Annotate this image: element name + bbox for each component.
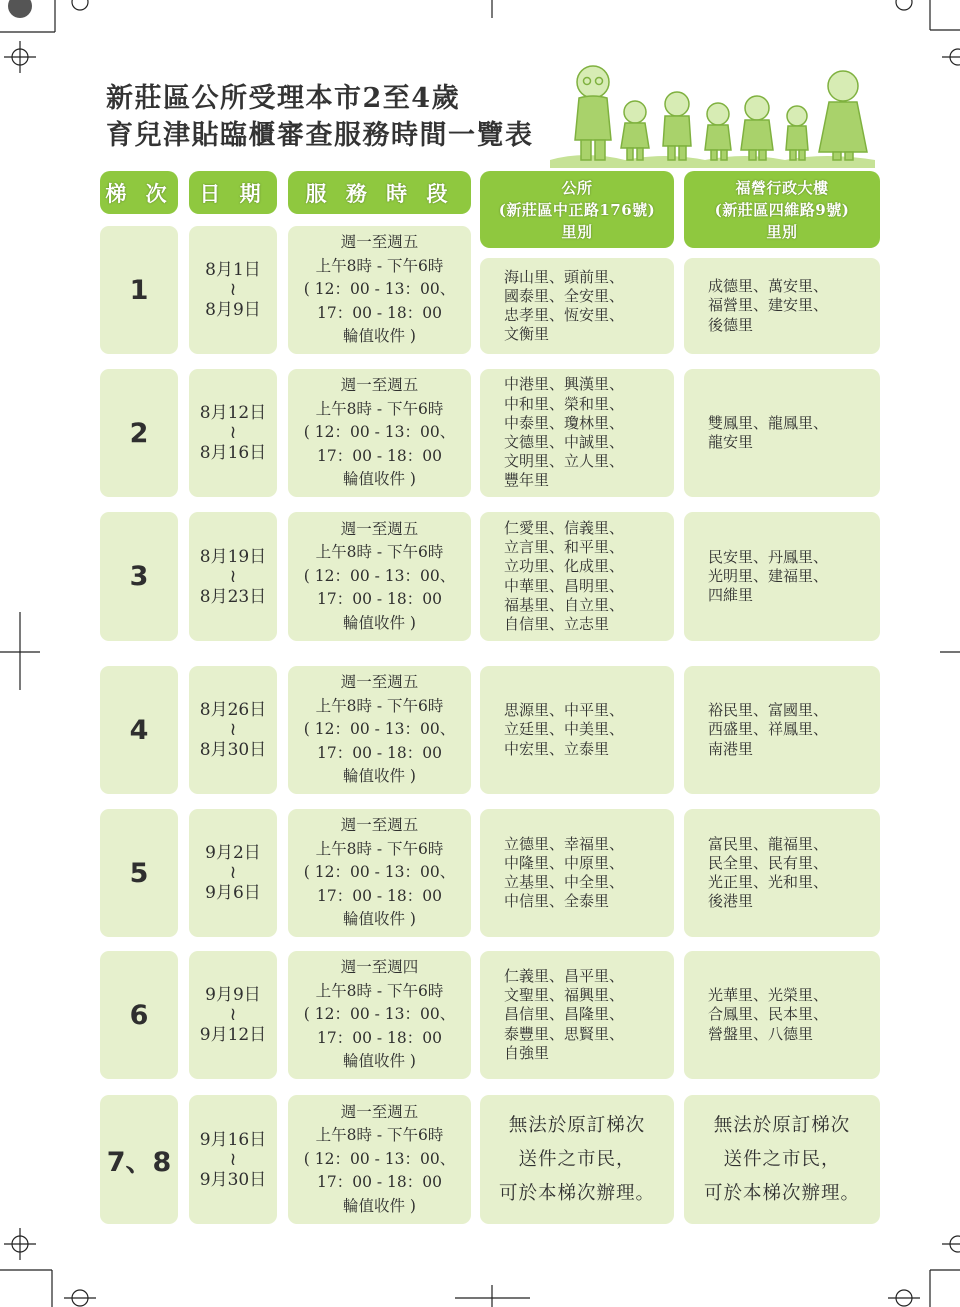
batch-number: 7、8 (106, 1147, 172, 1178)
village-list: 海山里、頭前里、 國泰里、全安里、 忠孝里、恆安里、 文衡里 (504, 267, 625, 344)
village-list: 立德里、幸福里、 中隆里、中原里、 立基里、中全里、 中信里、全泰里 (504, 834, 625, 911)
office-a-villages (480, 951, 674, 1079)
office-b-villages (684, 512, 880, 641)
service-time-line: 輪值收件 ) (343, 327, 416, 346)
service-time-line: 上午8時 - 下午6時 (315, 399, 444, 418)
service-time-line: ( 12：00 - 13：00、 (303, 280, 456, 299)
batch-cell (100, 369, 178, 497)
time-cell (288, 226, 471, 354)
village-list: 仁愛里、信義里、 立言里、和平里、 立功里、化成里、 中華里、昌明里、 福基里、自立里、 自信里、立志里 (504, 518, 625, 633)
service-time-line: 17：00 - 18：00 (317, 303, 442, 322)
date-end: 8月30日 (199, 740, 267, 760)
village-list: 光華里、光榮里、 合鳳里、民本里、 營盤里、八德里 (708, 986, 829, 1043)
date-range-tilde: ≀ (229, 422, 237, 443)
batch-cell (100, 1095, 178, 1224)
office-b-villages (684, 809, 880, 937)
note-line: 可於本梯次辦理。 (703, 1182, 860, 1204)
service-time-line: 上午8時 - 下午6時 (315, 543, 444, 562)
batch-number: 3 (129, 561, 149, 592)
batch-number: 6 (129, 999, 149, 1031)
batch-cell (100, 512, 178, 641)
date-range-tilde: ≀ (229, 1148, 237, 1170)
date-start: 8月26日 (199, 700, 267, 720)
date-end: 8月23日 (199, 586, 267, 607)
title-line-2: 育兒津貼臨櫃審查服務時間一覽表 (106, 120, 534, 151)
service-time-line: 上午8時 - 下午6時 (315, 839, 444, 858)
service-time-line: ( 12：00 - 13：00、 (303, 566, 456, 585)
date-end: 8月16日 (199, 443, 267, 463)
date-end: 9月12日 (199, 1025, 267, 1045)
header-office-a-name: 公所 (561, 178, 593, 197)
service-time-line: ( 12：00 - 13：00、 (303, 1005, 456, 1024)
service-time-line: 週一至週四 (340, 958, 419, 977)
batch-number: 4 (129, 714, 149, 746)
office-b-villages (684, 666, 880, 794)
family-illustration (545, 60, 885, 168)
service-time-line: 輪值收件 ) (343, 613, 416, 632)
date-start: 8月19日 (199, 546, 267, 567)
office-a-villages (480, 369, 674, 497)
page-title (106, 80, 534, 154)
service-time-line: ( 12：00 - 13：00、 (303, 1149, 456, 1168)
header-office-b (684, 171, 880, 248)
service-time-line: 輪值收件 ) (343, 470, 416, 489)
service-time-line: 17：00 - 18：00 (317, 743, 442, 762)
date-start: 9月9日 (205, 985, 261, 1005)
service-time-line: 週一至週五 (340, 816, 419, 835)
service-time-line: ( 12：00 - 13：00、 (303, 423, 456, 442)
service-time-line: 輪值收件 ) (343, 1052, 416, 1071)
title-line-1: 新莊區公所受理本市2至4歲 (106, 83, 461, 114)
service-time-line: 上午8時 - 下午6時 (315, 1126, 444, 1145)
service-time-line: 上午8時 - 下午6時 (315, 256, 444, 275)
time-cell (288, 512, 471, 641)
village-list: 雙鳳里、龍鳳里、 龍安里 (708, 413, 829, 451)
village-list: 成德里、萬安里、 福營里、建安里、 後德里 (708, 277, 829, 334)
service-time-line: 週一至週五 (340, 233, 419, 252)
village-list: 富民里、龍福里、 民全里、民有里、 光正里、光和里、 後港里 (708, 834, 829, 911)
batch-number: 2 (129, 417, 149, 449)
batch-cell (100, 666, 178, 794)
date-cell (189, 226, 277, 354)
time-cell (288, 1095, 471, 1224)
village-list: 仁義里、昌平里、 文聖里、福興里、 昌信里、昌隆里、 泰豐里、思賢里、 自強里 (504, 966, 625, 1062)
date-cell (189, 666, 277, 794)
service-time-line: 17：00 - 18：00 (317, 590, 442, 609)
time-cell (288, 369, 471, 497)
service-time-line: ( 12：00 - 13：00、 (303, 863, 456, 882)
service-time-line: 輪值收件 ) (343, 1196, 416, 1215)
office-b-villages (684, 951, 880, 1079)
note-line: 無法於原訂梯次 (713, 1114, 851, 1136)
office-a-villages (480, 258, 674, 354)
village-list: 中港里、興漢里、 中和里、榮和里、 中泰里、瓊林里、 文德里、中誠里、 文明里、立人里、 豐年里 (504, 375, 625, 490)
service-time-line: 週一至週五 (340, 519, 419, 538)
date-range-tilde: ≀ (229, 1004, 237, 1025)
date-cell (189, 809, 277, 937)
header-batch: 梯 次 (100, 171, 178, 214)
office-a-villages (480, 809, 674, 937)
batch-cell (100, 226, 178, 354)
office-a-villages (480, 512, 674, 641)
date-cell (189, 1095, 277, 1224)
date-range-tilde: ≀ (229, 565, 237, 587)
service-time-line: 17：00 - 18：00 (317, 1028, 442, 1047)
service-time-line: ( 12：00 - 13：00、 (303, 720, 456, 739)
date-range-tilde: ≀ (229, 279, 237, 300)
service-time-line: 週一至週五 (340, 376, 419, 395)
service-time-line: 上午8時 - 下午6時 (315, 981, 444, 1000)
date-end: 8月9日 (205, 300, 261, 320)
note-line: 送件之市民， (518, 1148, 636, 1170)
office-a-note (480, 1095, 674, 1224)
header-office-a-label: 里別 (561, 222, 593, 241)
service-time-line: 輪值收件 ) (343, 910, 416, 929)
date-cell (189, 951, 277, 1079)
date-end: 9月30日 (199, 1169, 267, 1190)
village-list: 思源里、中平里、 立廷里、中美里、 中宏里、立泰里 (504, 701, 625, 758)
date-end: 9月6日 (205, 883, 261, 903)
service-time-line: 17：00 - 18：00 (317, 446, 442, 465)
date-cell (189, 369, 277, 497)
service-time-line: 17：00 - 18：00 (317, 1173, 442, 1192)
office-b-note (684, 1095, 880, 1224)
date-start: 9月16日 (199, 1129, 267, 1150)
date-start: 8月12日 (199, 403, 267, 423)
note-line: 送件之市民， (723, 1148, 841, 1170)
village-list: 民安里、丹鳳里、 光明里、建福里、 四維里 (708, 547, 829, 605)
service-time-line: 上午8時 - 下午6時 (315, 696, 444, 715)
batch-cell (100, 951, 178, 1079)
time-cell (288, 666, 471, 794)
office-b-villages (684, 369, 880, 497)
header-office-a (480, 171, 674, 248)
header-office-a-address: (新莊區中正路176號) (498, 200, 656, 219)
batch-number: 5 (129, 857, 149, 889)
batch-number: 1 (129, 274, 149, 306)
note-line: 無法於原訂梯次 (508, 1114, 646, 1136)
date-range-tilde: ≀ (229, 719, 237, 740)
time-cell (288, 809, 471, 937)
batch-cell (100, 809, 178, 937)
note-line: 可於本梯次辦理。 (498, 1182, 655, 1204)
office-b-villages (684, 258, 880, 354)
service-time-line: 17：00 - 18：00 (317, 886, 442, 905)
header-time: 服 務 時 段 (288, 171, 471, 214)
time-cell (288, 951, 471, 1079)
header-office-b-address: (新莊區四維路9號) (714, 200, 850, 219)
service-time-line: 輪值收件 ) (343, 767, 416, 786)
service-time-line: 週一至週五 (340, 1102, 419, 1121)
header-office-b-label: 里別 (766, 222, 798, 241)
date-range-tilde: ≀ (229, 862, 237, 883)
service-time-line: 週一至週五 (340, 673, 419, 692)
village-list: 裕民里、富國里、 西盛里、祥鳳里、 南港里 (708, 701, 829, 758)
date-cell (189, 512, 277, 641)
office-a-villages (480, 666, 674, 794)
header-office-b-name: 福營行政大樓 (735, 178, 829, 197)
date-start: 8月1日 (205, 260, 261, 280)
header-date: 日 期 (189, 171, 277, 214)
date-start: 9月2日 (205, 843, 261, 863)
